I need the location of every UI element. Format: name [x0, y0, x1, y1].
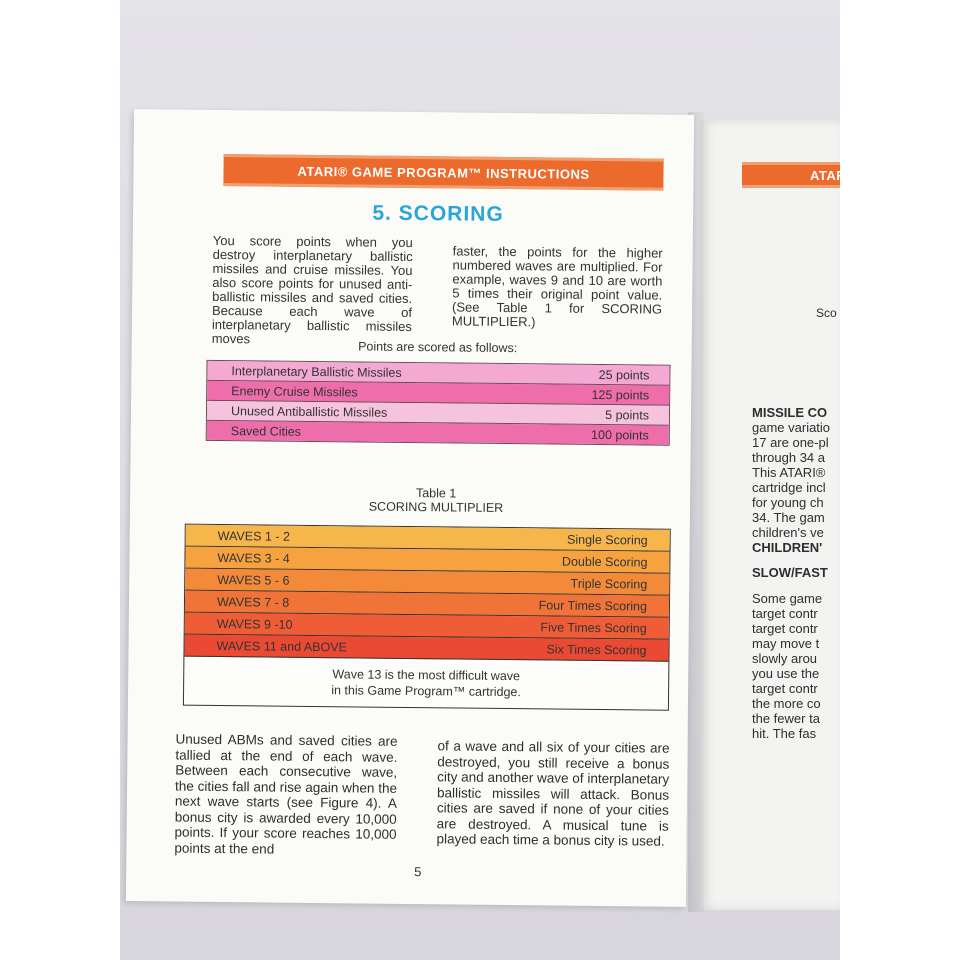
bottom-paragraph-right: of a wave and all six of your cities are destroyed, you still receive a bonus city and another wave of interplanetary ballistic missiles will attack. Bonus cities are saved if none of your cities are destroyed. A musical tune is played each time a bonus city is used. — [436, 738, 670, 849]
multiplier-wave: WAVES 5 - 6 — [217, 572, 290, 588]
right-page-line: target contr — [752, 681, 818, 696]
page-number: 5 — [414, 864, 422, 880]
right-page-line: the more co — [752, 696, 821, 711]
right-page-line: Some game — [752, 591, 823, 606]
points-row-label: Unused Antiballistic Missiles — [230, 403, 388, 420]
right-page-line: target contr — [752, 606, 818, 621]
right-page-line: children's ve — [752, 525, 824, 540]
points-table — [206, 360, 671, 446]
multiplier-scoring: Six Times Scoring — [546, 641, 647, 657]
multiplier-scoring: Five Times Scoring — [540, 619, 647, 635]
points-row-value: 125 points — [591, 387, 650, 402]
multiplier-scoring: Four Times Scoring — [538, 597, 648, 613]
points-row-value: 100 points — [591, 427, 649, 442]
right-page-line: 17 are one-pl — [752, 435, 829, 450]
multiplier-wave: WAVES 7 - 8 — [216, 594, 290, 610]
multiplier-wave: WAVES 3 - 4 — [217, 550, 290, 566]
right-page-banner: ATARI — [742, 162, 840, 188]
right-page-line: SLOW/FAST — [752, 565, 828, 580]
right-page — [700, 120, 851, 910]
right-page-line: for young ch — [752, 495, 824, 510]
right-page-line: target contr — [752, 621, 818, 636]
left-page — [126, 109, 694, 907]
points-row-label: Saved Cities — [230, 423, 302, 439]
multiplier-wave: WAVES 11 and ABOVE — [216, 638, 348, 654]
right-page-line: This ATARI® — [752, 465, 826, 480]
points-caption: Points are scored as follows: — [358, 339, 518, 356]
multiplier-scoring: Triple Scoring — [570, 576, 648, 591]
right-page-line: you use the — [752, 666, 820, 681]
points-row-label: Enemy Cruise Missiles — [231, 383, 358, 399]
multiplier-wave: WAVES 1 - 2 — [217, 528, 291, 544]
multiplier-scoring: Single Scoring — [566, 532, 648, 547]
points-row-value: 25 points — [598, 367, 650, 382]
right-page-line: hit. The fas — [752, 726, 817, 741]
bottom-paragraph-left: Unused ABMs and saved cities are tallied at the end of each wave. Between each consecutive wave, the cities fall and rise again when the next wave starts (see Figure 4). A bonus city is awarded every 10,000 points. If your score reaches 10,000 points at the end — [174, 731, 398, 857]
note-line: in this Game Program™ cartridge. — [331, 683, 521, 700]
table-label: Table 1 — [415, 486, 457, 501]
right-page-line: the fewer ta — [752, 711, 820, 726]
right-page-line: through 34 a — [752, 450, 826, 465]
intro-paragraph-right: faster, the points for the higher numbered waves are multiplied. For example, waves 9 and 10 are worth 5 times their original point value. (See Table 1 for SCORING MULTIPLIER.) — [451, 243, 663, 330]
right-page-score-fragment: Sco — [816, 306, 837, 320]
right-page-line: game variatio — [752, 420, 831, 435]
intro-paragraph-left: You score points when you destroy interplanetary ballistic missiles and cruise missiles. You also score points for unused anti-ballistic missiles and saved cities. Because each wave of interplanetary ballistic missiles moves — [211, 232, 413, 347]
points-row-value: 5 points — [605, 407, 650, 422]
table-title: SCORING MULTIPLIER — [368, 499, 504, 515]
multiplier-table — [183, 524, 671, 711]
right-page-line: cartridge incl — [752, 480, 826, 495]
multiplier-note — [184, 657, 668, 710]
right-page-line: may move t — [752, 636, 820, 651]
right-page-line: slowly arou — [752, 651, 818, 666]
right-page-line: CHILDREN' — [752, 540, 823, 555]
multiplier-wave: WAVES 9 -10 — [216, 616, 293, 632]
note-line: Wave 13 is the most difficult wave — [332, 667, 521, 684]
section-title: 5. SCORING — [372, 201, 504, 226]
table-caption — [205, 484, 667, 517]
right-page-line: MISSILE CO — [752, 405, 828, 420]
right-page-line: 34. The gam — [752, 510, 825, 525]
points-row — [207, 421, 669, 445]
points-row-label: Interplanetary Ballistic Missiles — [231, 363, 402, 380]
page-banner: ATARI® GAME PROGRAM™ INSTRUCTIONS — [223, 154, 663, 191]
multiplier-scoring: Double Scoring — [561, 554, 648, 569]
